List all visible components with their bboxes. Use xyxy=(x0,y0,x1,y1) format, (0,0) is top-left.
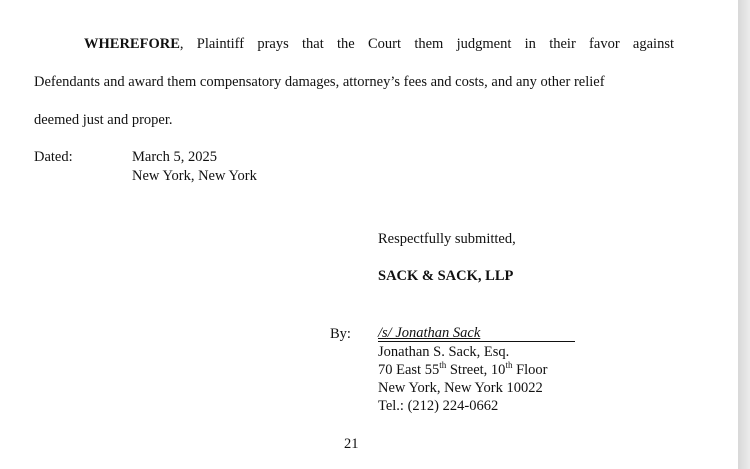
firm-name: SACK & SACK, LLP xyxy=(378,268,514,284)
by-label: By: xyxy=(330,326,351,342)
dated-date: March 5, 2025 xyxy=(132,149,217,165)
address-line-2: New York, New York 10022 xyxy=(378,380,543,396)
dated-place: New York, New York xyxy=(132,168,257,184)
respectfully-submitted: Respectfully submitted, xyxy=(378,231,516,247)
telephone: Tel.: (212) 224-0662 xyxy=(378,398,499,414)
address-line-1-post: Floor xyxy=(512,362,548,378)
dated-block xyxy=(132,148,257,186)
dated-label: Dated: xyxy=(34,149,73,165)
wherefore-lead: WHEREFORE xyxy=(84,36,180,52)
signature-block xyxy=(378,343,548,415)
electronic-signature: /s/ Jonathan Sack xyxy=(378,325,575,342)
address-line-1-pre: 70 East 55 xyxy=(378,362,440,378)
paragraph-line-1 xyxy=(34,35,674,53)
page-number: 21 xyxy=(344,436,359,452)
signer-name: Jonathan S. Sack, Esq. xyxy=(378,344,510,360)
paragraph-line-3: deemed just and proper. xyxy=(34,112,173,128)
paragraph-line-2: Defendants and award them compensatory damages, attorney’s fees and costs, and any other relief xyxy=(34,74,605,90)
page-edge-shadow xyxy=(738,0,750,469)
address-line-1-mid: Street, 10 xyxy=(446,362,506,378)
paragraph-line-1-text: , Plaintiff prays that the Court them judgment in their favor against xyxy=(179,36,674,52)
address-line-1-sup-1: th xyxy=(439,360,447,371)
address-line-1-sup-2: th xyxy=(505,360,513,371)
address-line-1 xyxy=(378,361,548,379)
